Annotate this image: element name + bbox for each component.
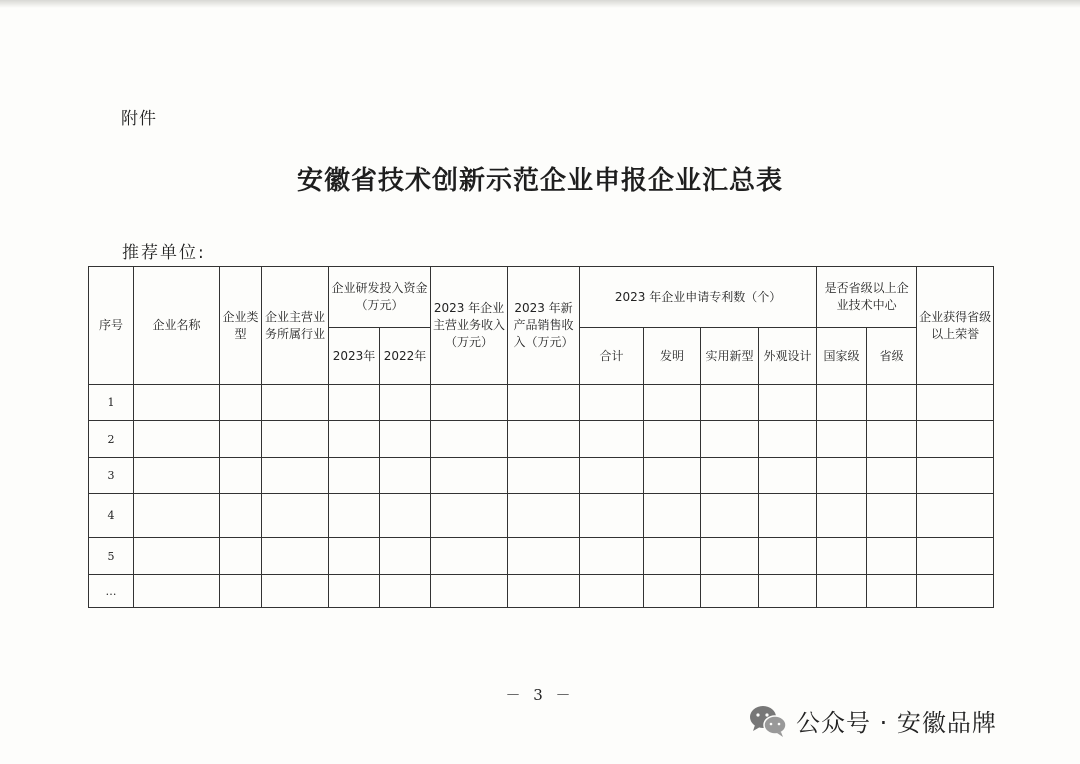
empty-cell[interactable] — [644, 421, 701, 458]
empty-cell[interactable] — [817, 421, 867, 458]
empty-cell[interactable] — [917, 385, 994, 421]
empty-cell[interactable] — [508, 458, 580, 494]
empty-cell[interactable] — [329, 538, 380, 575]
empty-cell[interactable] — [759, 494, 817, 538]
empty-cell[interactable] — [917, 421, 994, 458]
empty-cell[interactable] — [867, 575, 917, 608]
empty-cell[interactable] — [644, 538, 701, 575]
empty-cell[interactable] — [701, 494, 759, 538]
empty-cell[interactable] — [262, 575, 329, 608]
empty-cell[interactable] — [644, 385, 701, 421]
watermark — [748, 703, 997, 738]
empty-cell[interactable] — [817, 538, 867, 575]
empty-cell[interactable] — [431, 575, 508, 608]
empty-cell[interactable] — [580, 385, 644, 421]
empty-cell[interactable] — [134, 575, 220, 608]
table-row — [89, 385, 994, 421]
header-patent-total: 合计 — [580, 328, 644, 385]
table-row — [89, 494, 994, 538]
empty-cell[interactable] — [817, 458, 867, 494]
table-row — [89, 458, 994, 494]
row-seq-cell: 2 — [89, 421, 134, 458]
empty-cell[interactable] — [580, 538, 644, 575]
empty-cell[interactable] — [220, 494, 262, 538]
empty-cell[interactable] — [134, 458, 220, 494]
empty-cell[interactable] — [644, 494, 701, 538]
empty-cell[interactable] — [644, 458, 701, 494]
empty-cell[interactable] — [580, 421, 644, 458]
empty-cell[interactable] — [867, 458, 917, 494]
empty-cell[interactable] — [220, 421, 262, 458]
empty-cell[interactable] — [329, 494, 380, 538]
empty-cell[interactable] — [917, 494, 994, 538]
empty-cell[interactable] — [431, 538, 508, 575]
empty-cell[interactable] — [431, 385, 508, 421]
header-patent-utility: 实用新型 — [701, 328, 759, 385]
empty-cell[interactable] — [134, 421, 220, 458]
empty-cell[interactable] — [380, 385, 431, 421]
empty-cell[interactable] — [508, 538, 580, 575]
empty-cell[interactable] — [867, 494, 917, 538]
empty-cell[interactable] — [380, 421, 431, 458]
empty-cell[interactable] — [867, 538, 917, 575]
header-company-type: 企业类型 — [220, 267, 262, 385]
empty-cell[interactable] — [431, 458, 508, 494]
empty-cell[interactable] — [380, 494, 431, 538]
empty-cell[interactable] — [220, 538, 262, 575]
empty-cell[interactable] — [867, 421, 917, 458]
document-title: 安徽省技术创新示范企业申报企业汇总表 — [296, 166, 783, 196]
empty-cell[interactable] — [759, 421, 817, 458]
empty-cell[interactable] — [431, 421, 508, 458]
header-new-product-revenue: 2023 年新产品销售收入（万元） — [508, 267, 580, 385]
empty-cell[interactable] — [508, 385, 580, 421]
empty-cell[interactable] — [134, 385, 220, 421]
row-seq-cell: … — [89, 575, 134, 608]
table-row — [89, 421, 994, 458]
empty-cell[interactable] — [329, 575, 380, 608]
header-honors: 企业获得省级以上荣誉 — [917, 267, 994, 385]
empty-cell[interactable] — [134, 494, 220, 538]
empty-cell[interactable] — [380, 575, 431, 608]
row-seq-cell: 1 — [89, 385, 134, 421]
header-national-level: 国家级 — [817, 328, 867, 385]
empty-cell[interactable] — [759, 385, 817, 421]
header-patents: 2023 年企业申请专利数（个） — [580, 267, 817, 328]
empty-cell[interactable] — [759, 538, 817, 575]
empty-cell[interactable] — [134, 538, 220, 575]
summary-table — [88, 266, 994, 608]
empty-cell[interactable] — [380, 458, 431, 494]
row-seq-cell: 4 — [89, 494, 134, 538]
header-provincial-level: 省级 — [867, 328, 917, 385]
table-row — [89, 538, 994, 575]
empty-cell[interactable] — [329, 385, 380, 421]
attachment-label: 附件 — [121, 109, 157, 129]
row-seq-cell: 5 — [89, 538, 134, 575]
empty-cell[interactable] — [262, 458, 329, 494]
empty-cell[interactable] — [380, 538, 431, 575]
empty-cell[interactable] — [262, 421, 329, 458]
table-body — [89, 385, 994, 608]
table-row — [89, 575, 994, 608]
empty-cell[interactable] — [701, 538, 759, 575]
empty-cell[interactable] — [220, 385, 262, 421]
watermark-text: 公众号 · 安徽品牌 — [796, 709, 997, 737]
scan-edge-shadow — [0, 0, 1080, 8]
header-seq: 序号 — [89, 267, 134, 385]
empty-cell[interactable] — [701, 575, 759, 608]
empty-cell[interactable] — [759, 458, 817, 494]
header-main-revenue: 2023 年企业主营业务收入（万元） — [431, 267, 508, 385]
empty-cell[interactable] — [644, 575, 701, 608]
empty-cell[interactable] — [580, 458, 644, 494]
empty-cell[interactable] — [508, 421, 580, 458]
empty-cell[interactable] — [817, 494, 867, 538]
row-seq-cell: 3 — [89, 458, 134, 494]
header-tech-center: 是否省级以上企业技术中心 — [817, 267, 917, 328]
empty-cell[interactable] — [759, 575, 817, 608]
empty-cell[interactable] — [220, 458, 262, 494]
header-year-2023: 2023年 — [329, 328, 380, 385]
empty-cell[interactable] — [508, 494, 580, 538]
empty-cell[interactable] — [220, 575, 262, 608]
empty-cell[interactable] — [329, 458, 380, 494]
empty-cell[interactable] — [580, 494, 644, 538]
empty-cell[interactable] — [867, 385, 917, 421]
page-number: － 3 － — [505, 686, 575, 704]
header-patent-invention: 发明 — [644, 328, 701, 385]
empty-cell[interactable] — [262, 538, 329, 575]
header-year-2022: 2022年 — [380, 328, 431, 385]
empty-cell[interactable] — [917, 538, 994, 575]
header-company-name: 企业名称 — [134, 267, 220, 385]
wechat-icon — [748, 704, 788, 738]
empty-cell[interactable] — [508, 575, 580, 608]
empty-cell[interactable] — [580, 575, 644, 608]
header-rd-investment: 企业研发投入资金（万元） — [329, 267, 431, 328]
empty-cell[interactable] — [262, 385, 329, 421]
empty-cell[interactable] — [431, 494, 508, 538]
empty-cell[interactable] — [701, 385, 759, 421]
empty-cell[interactable] — [917, 458, 994, 494]
empty-cell[interactable] — [329, 421, 380, 458]
empty-cell[interactable] — [817, 575, 867, 608]
empty-cell[interactable] — [817, 385, 867, 421]
header-row-1 — [89, 267, 994, 328]
empty-cell[interactable] — [701, 458, 759, 494]
empty-cell[interactable] — [917, 575, 994, 608]
header-industry: 企业主营业务所属行业 — [262, 267, 329, 385]
empty-cell[interactable] — [262, 494, 329, 538]
header-patent-design: 外观设计 — [759, 328, 817, 385]
empty-cell[interactable] — [701, 421, 759, 458]
recommend-unit-label: 推荐单位: — [122, 243, 206, 263]
